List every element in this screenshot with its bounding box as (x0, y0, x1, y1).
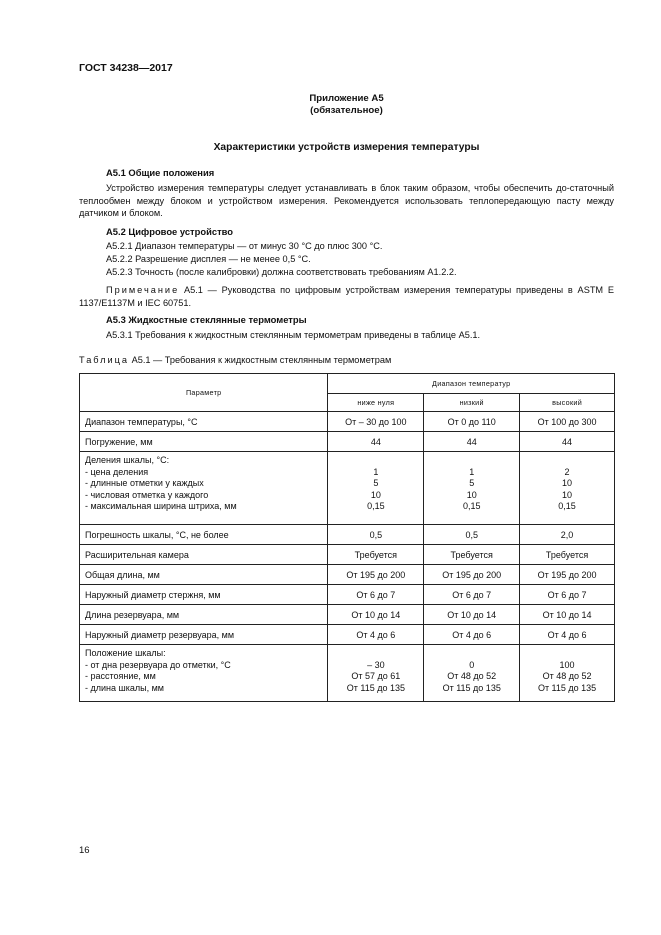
cell-value (520, 645, 615, 702)
cell-line: Длина резервуара, мм (85, 609, 180, 620)
cell-line (427, 455, 516, 467)
cell-line: От 4 до 6 (356, 629, 396, 640)
cell-value (424, 412, 520, 432)
cell-line: От 0 до 110 (447, 416, 496, 427)
cell-line (331, 455, 420, 467)
section-title: Характеристики устройств измерения температуры (213, 142, 480, 153)
cell-line: От 195 до 200 (442, 569, 502, 580)
cell-parameter (80, 565, 328, 585)
cell-line: - расстояние, мм (85, 671, 156, 681)
cell-value (328, 645, 424, 702)
cell-line (523, 648, 611, 660)
cell-value (328, 585, 424, 605)
cell-line: От 115 до 135 (537, 682, 597, 693)
cell-value (328, 565, 424, 585)
table-row (80, 412, 615, 432)
cell-line: Требуется (545, 549, 589, 560)
cell-line: 10 (562, 478, 573, 488)
cell-line: – 30 (367, 659, 385, 670)
cell-line: 0,5 (369, 529, 383, 540)
cell-value (424, 565, 520, 585)
cell-value (520, 565, 615, 585)
cell-line: От 115 до 135 (346, 682, 405, 693)
cell-line: - цена деления (85, 466, 149, 477)
cell-parameter (80, 525, 328, 545)
note-label: Примечание (106, 285, 180, 295)
cell-value (328, 625, 424, 645)
cell-line (331, 648, 420, 660)
table-caption-label: Таблица (79, 355, 130, 365)
item-a523: А5.2.3 Точность (после калибровки) должна соответствовать требованиям А1.2.2. (106, 267, 457, 277)
table-row (80, 565, 615, 585)
cell-value (520, 545, 615, 565)
table-row (80, 525, 615, 545)
cell-line: 0,5 (465, 529, 478, 540)
cell-line: 5 (469, 478, 475, 488)
table-row (80, 585, 615, 605)
cell-parameter (80, 625, 328, 645)
cell-line: От 4 до 6 (547, 629, 587, 640)
cell-line: От 10 до 14 (542, 609, 592, 620)
note-text: А5.1 — Руководства по цифровым устройствам измерения температуры приведены в ASTM E 1137/E1137M и IEC 60751. (79, 285, 614, 308)
cell-line: От 48 до 52 (542, 671, 592, 681)
table-caption (79, 355, 391, 365)
table-row (80, 645, 615, 702)
cell-value (424, 605, 520, 625)
cell-value (328, 525, 424, 545)
cell-line (523, 455, 611, 467)
item-a531: А5.3.1 Требования к жидкостным стеклянным термометрам приведены в таблице А5.1. (106, 330, 481, 340)
table-row (80, 452, 615, 525)
item-a521: А5.2.1 Диапазон температуры — от минус 30 °С до плюс 300 °С. (106, 241, 383, 251)
cell-line: 1 (373, 466, 379, 477)
cell-value (520, 605, 615, 625)
cell-line: От 195 до 200 (537, 569, 597, 580)
cell-value (424, 545, 520, 565)
table-row (80, 625, 615, 645)
cell-line: 10 (466, 489, 477, 500)
cell-line: 100 (559, 659, 575, 670)
cell-line: От 6 до 7 (356, 589, 396, 600)
cell-line: От 57 до 61 (351, 671, 401, 681)
table-row (80, 545, 615, 565)
heading-a51: А5.1 Общие положения (106, 167, 215, 178)
cell-line: От – 30 до 100 (345, 416, 407, 427)
cell-line: - длинные отметки у каждых (85, 478, 204, 488)
cell-value (520, 625, 615, 645)
cell-value (328, 412, 424, 432)
table-row (80, 605, 615, 625)
cell-line: - длина шкалы, мм (85, 682, 164, 693)
cell-value (424, 625, 520, 645)
cell-parameter (80, 452, 328, 525)
cell-parameter (80, 412, 328, 432)
header-parameter: Параметр (80, 374, 328, 412)
cell-line: - максимальная ширина штриха, мм (85, 501, 237, 511)
cell-line: Диапазон температуры, °С (85, 416, 198, 427)
note-a52 (79, 284, 614, 309)
cell-line: От 10 до 14 (351, 609, 401, 620)
cell-parameter (80, 645, 328, 702)
cell-line: От 48 до 52 (447, 671, 497, 681)
cell-line: 10 (562, 489, 573, 500)
cell-line: Требуется (450, 549, 493, 560)
cell-line: 0,15 (558, 501, 576, 511)
table-caption-text: А5.1 — Требования к жидкостным стеклянным термометрам (129, 355, 392, 365)
page-number: 16 (79, 845, 90, 856)
table-body (80, 412, 615, 702)
cell-value (520, 412, 615, 432)
cell-line: 44 (370, 436, 381, 447)
cell-line: 0,15 (462, 501, 481, 511)
cell-line: Требуется (354, 549, 398, 560)
cell-parameter (80, 545, 328, 565)
cell-line: 10 (370, 489, 381, 500)
cell-parameter (80, 585, 328, 605)
cell-value (520, 452, 615, 525)
cell-parameter (80, 432, 328, 452)
cell-line: Положение шкалы: (85, 648, 166, 658)
requirements-table (79, 373, 615, 702)
cell-value (424, 452, 520, 525)
header-col-high: высокий (520, 394, 615, 412)
cell-line: Наружный диаметр резервуара, мм (85, 629, 235, 640)
heading-a52: А5.2 Цифровое устройство (106, 226, 234, 237)
cell-line: 0,15 (367, 501, 385, 511)
cell-value (424, 585, 520, 605)
cell-value (424, 525, 520, 545)
cell-line: Расширительная камера (85, 549, 189, 560)
table-row (80, 432, 615, 452)
cell-line: От 195 до 200 (346, 569, 406, 580)
heading-a53: А5.3 Жидкостные стеклянные термометры (106, 314, 307, 325)
cell-value (328, 432, 424, 452)
header-col-below-zero: ниже нуля (328, 394, 424, 412)
paragraph-a51: Устройство измерения температуры следует устанавливать в блок таким образом, чтобы обеспечить до-статочный теплообмен между блоком и устройством измерения. Рекомендуется использовать теплопередающую пасту между датчиком и блоком. (79, 183, 614, 218)
item-a522: А5.2.2 Разрешение дисплея — не менее 0,5 °С. (106, 254, 311, 264)
cell-line: Общая длина, мм (85, 569, 160, 580)
cell-line: 1 (469, 466, 475, 477)
cell-line: 2,0 (560, 529, 574, 540)
cell-line: От 115 до 135 (442, 682, 501, 693)
cell-line: От 6 до 7 (452, 589, 492, 600)
cell-value (424, 432, 520, 452)
cell-value (520, 525, 615, 545)
cell-line: От 4 до 6 (452, 629, 492, 640)
cell-line: 44 (466, 436, 477, 447)
cell-value (520, 432, 615, 452)
cell-line: 5 (373, 478, 379, 488)
standard-header: ГОСТ 34238—2017 (79, 62, 173, 74)
cell-parameter (80, 605, 328, 625)
cell-line: - числовая отметка у каждого (85, 489, 209, 500)
header-col-low: низкий (424, 394, 520, 412)
cell-line (427, 648, 516, 660)
cell-line: От 10 до 14 (447, 609, 497, 620)
cell-value (328, 545, 424, 565)
cell-line: 0 (469, 659, 475, 670)
cell-line: 2 (564, 466, 570, 477)
cell-line: 44 (562, 436, 573, 447)
appendix-status: (обязательное) (310, 105, 383, 116)
cell-value (328, 452, 424, 525)
cell-line: Наружный диаметр стержня, мм (85, 589, 221, 600)
cell-line: Погрешность шкалы, °С, не более (85, 529, 229, 540)
cell-value (328, 605, 424, 625)
appendix-title: Приложение А5 (309, 93, 384, 104)
cell-value (520, 585, 615, 605)
cell-line: Погружение, мм (85, 436, 153, 447)
header-temperature-range: Диапазон температур (328, 374, 615, 394)
cell-value (424, 645, 520, 702)
cell-line: - от дна резервуара до отметки, °С (85, 659, 231, 670)
cell-line: От 100 до 300 (537, 416, 597, 427)
cell-line: От 6 до 7 (547, 589, 587, 600)
cell-line: Деления шкалы, °С: (85, 455, 170, 465)
